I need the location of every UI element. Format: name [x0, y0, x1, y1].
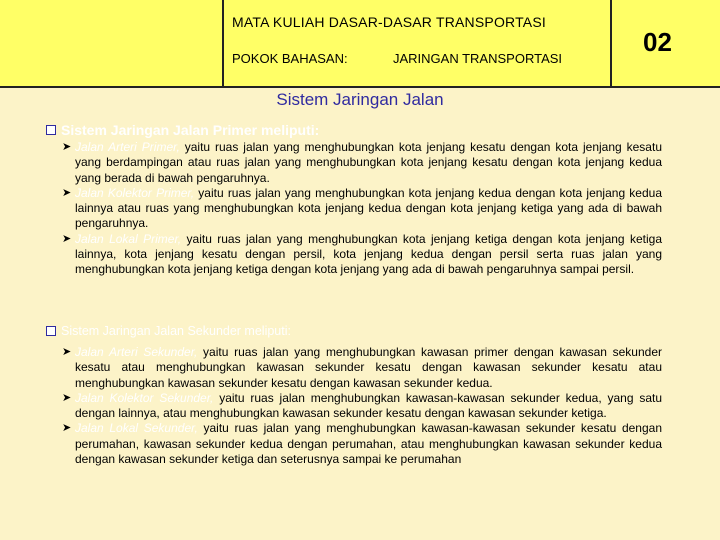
subject-value: JARINGAN TRANSPORTASI [393, 51, 563, 66]
item-text: yaitu ruas jalan yang menghubungkan kota jenjang kesatu dengan kota jenjang kesatu yang berdampingan atau ruas jalan yang menghubungkan kota jenjang kesatu dengan kota jenjang kedua yang berada di bawah pengaruhnya. [75, 140, 662, 185]
arrow-bullet-icon: ➤ [62, 186, 72, 199]
section-list-primer [62, 140, 662, 278]
item-text: yaitu ruas jalan yang menghubungkan kota jenjang ketiga dengan kota jenjang ketiga lainnya, kota jenjang kesatu dengan persil, kota jenjang kedua dengan persil serta ruas jalan yang menghubungkan kota jenjang ketiga dengan kota jenjang yang ada di bawah pengaruhnya sampai persil. [75, 231, 662, 277]
list-item [62, 391, 662, 422]
checkbox-icon [46, 326, 56, 336]
course-title: MATA KULIAH DASAR-DASAR TRANSPORTASI [232, 14, 546, 30]
arrow-bullet-icon: ➤ [62, 141, 72, 153]
item-term: Jalan Kolektor Primer, [75, 185, 195, 200]
slide-header [0, 0, 720, 88]
list-item [62, 186, 662, 232]
arrow-bullet-icon: ➤ [62, 346, 72, 358]
checkbox-icon [46, 125, 56, 135]
section-heading-sekunder [46, 324, 291, 338]
chapter-number: 02 [643, 27, 672, 57]
section-list-sekunder [62, 345, 662, 467]
list-item [62, 232, 662, 278]
header-divider [222, 0, 224, 86]
arrow-bullet-icon: ➤ [62, 232, 72, 245]
section-heading-primer [46, 122, 319, 138]
item-text: yaitu ruas jalan yang menghubungkan kota jenjang kedua dengan kota jenjang kedua lainnya atau ruas yang menghubungkan kota jenjang kedua dengan kota jenjang ketiga yang ada di bawah pengaruhnya. [75, 185, 662, 231]
item-term: Jalan Kolektor Sekunder, [75, 390, 214, 405]
arrow-bullet-icon: ➤ [62, 422, 72, 435]
item-term: Jalan Lokal Primer, [75, 231, 182, 246]
arrow-bullet-icon: ➤ [62, 391, 72, 404]
list-item [62, 345, 662, 391]
list-item [62, 140, 662, 186]
item-term: Jalan Arteri Sekunder, [75, 345, 198, 359]
section-heading-text: Sistem Jaringan Jalan Sekunder meliputi: [61, 324, 291, 338]
header-divider [610, 0, 612, 86]
item-text: yaitu ruas jalan yang menghubungkan kawasan-kawasan sekunder kesatu dengan perumahan, kawasan sekunder kedua dengan perumahan, atau menghubungkan kawasan sekunder kedua dengan kawasan sekunder ketiga dan seterusnya sampai ke perumahan [75, 421, 662, 467]
subject-label: POKOK BAHASAN: [232, 51, 348, 66]
section-heading-text: Sistem Jaringan Jalan Primer meliputi: [61, 122, 320, 138]
page-title: Sistem Jaringan Jalan [276, 90, 444, 109]
item-term: Jalan Lokal Sekunder, [75, 421, 198, 436]
item-term: Jalan Arteri Primer, [75, 140, 180, 154]
item-text: yaitu ruas jalan menghubungkan kawasan-kawasan sekunder kedua, yang satu dengan lainnya, atau menghubungkan kawasan sekunder kesatu dengan kawasan sekunder ketiga. [75, 390, 662, 421]
item-text: yaitu ruas jalan yang menghubungkan kawasan primer dengan kawasan sekunder kesatu atau menghubungkan kawasan sekunder kesatu dengan kawasan sekunder kesatu atau menghubungkan kawasan sekunder kesatu dengan kawasan sekunder kedua. [75, 345, 662, 390]
list-item [62, 421, 662, 467]
